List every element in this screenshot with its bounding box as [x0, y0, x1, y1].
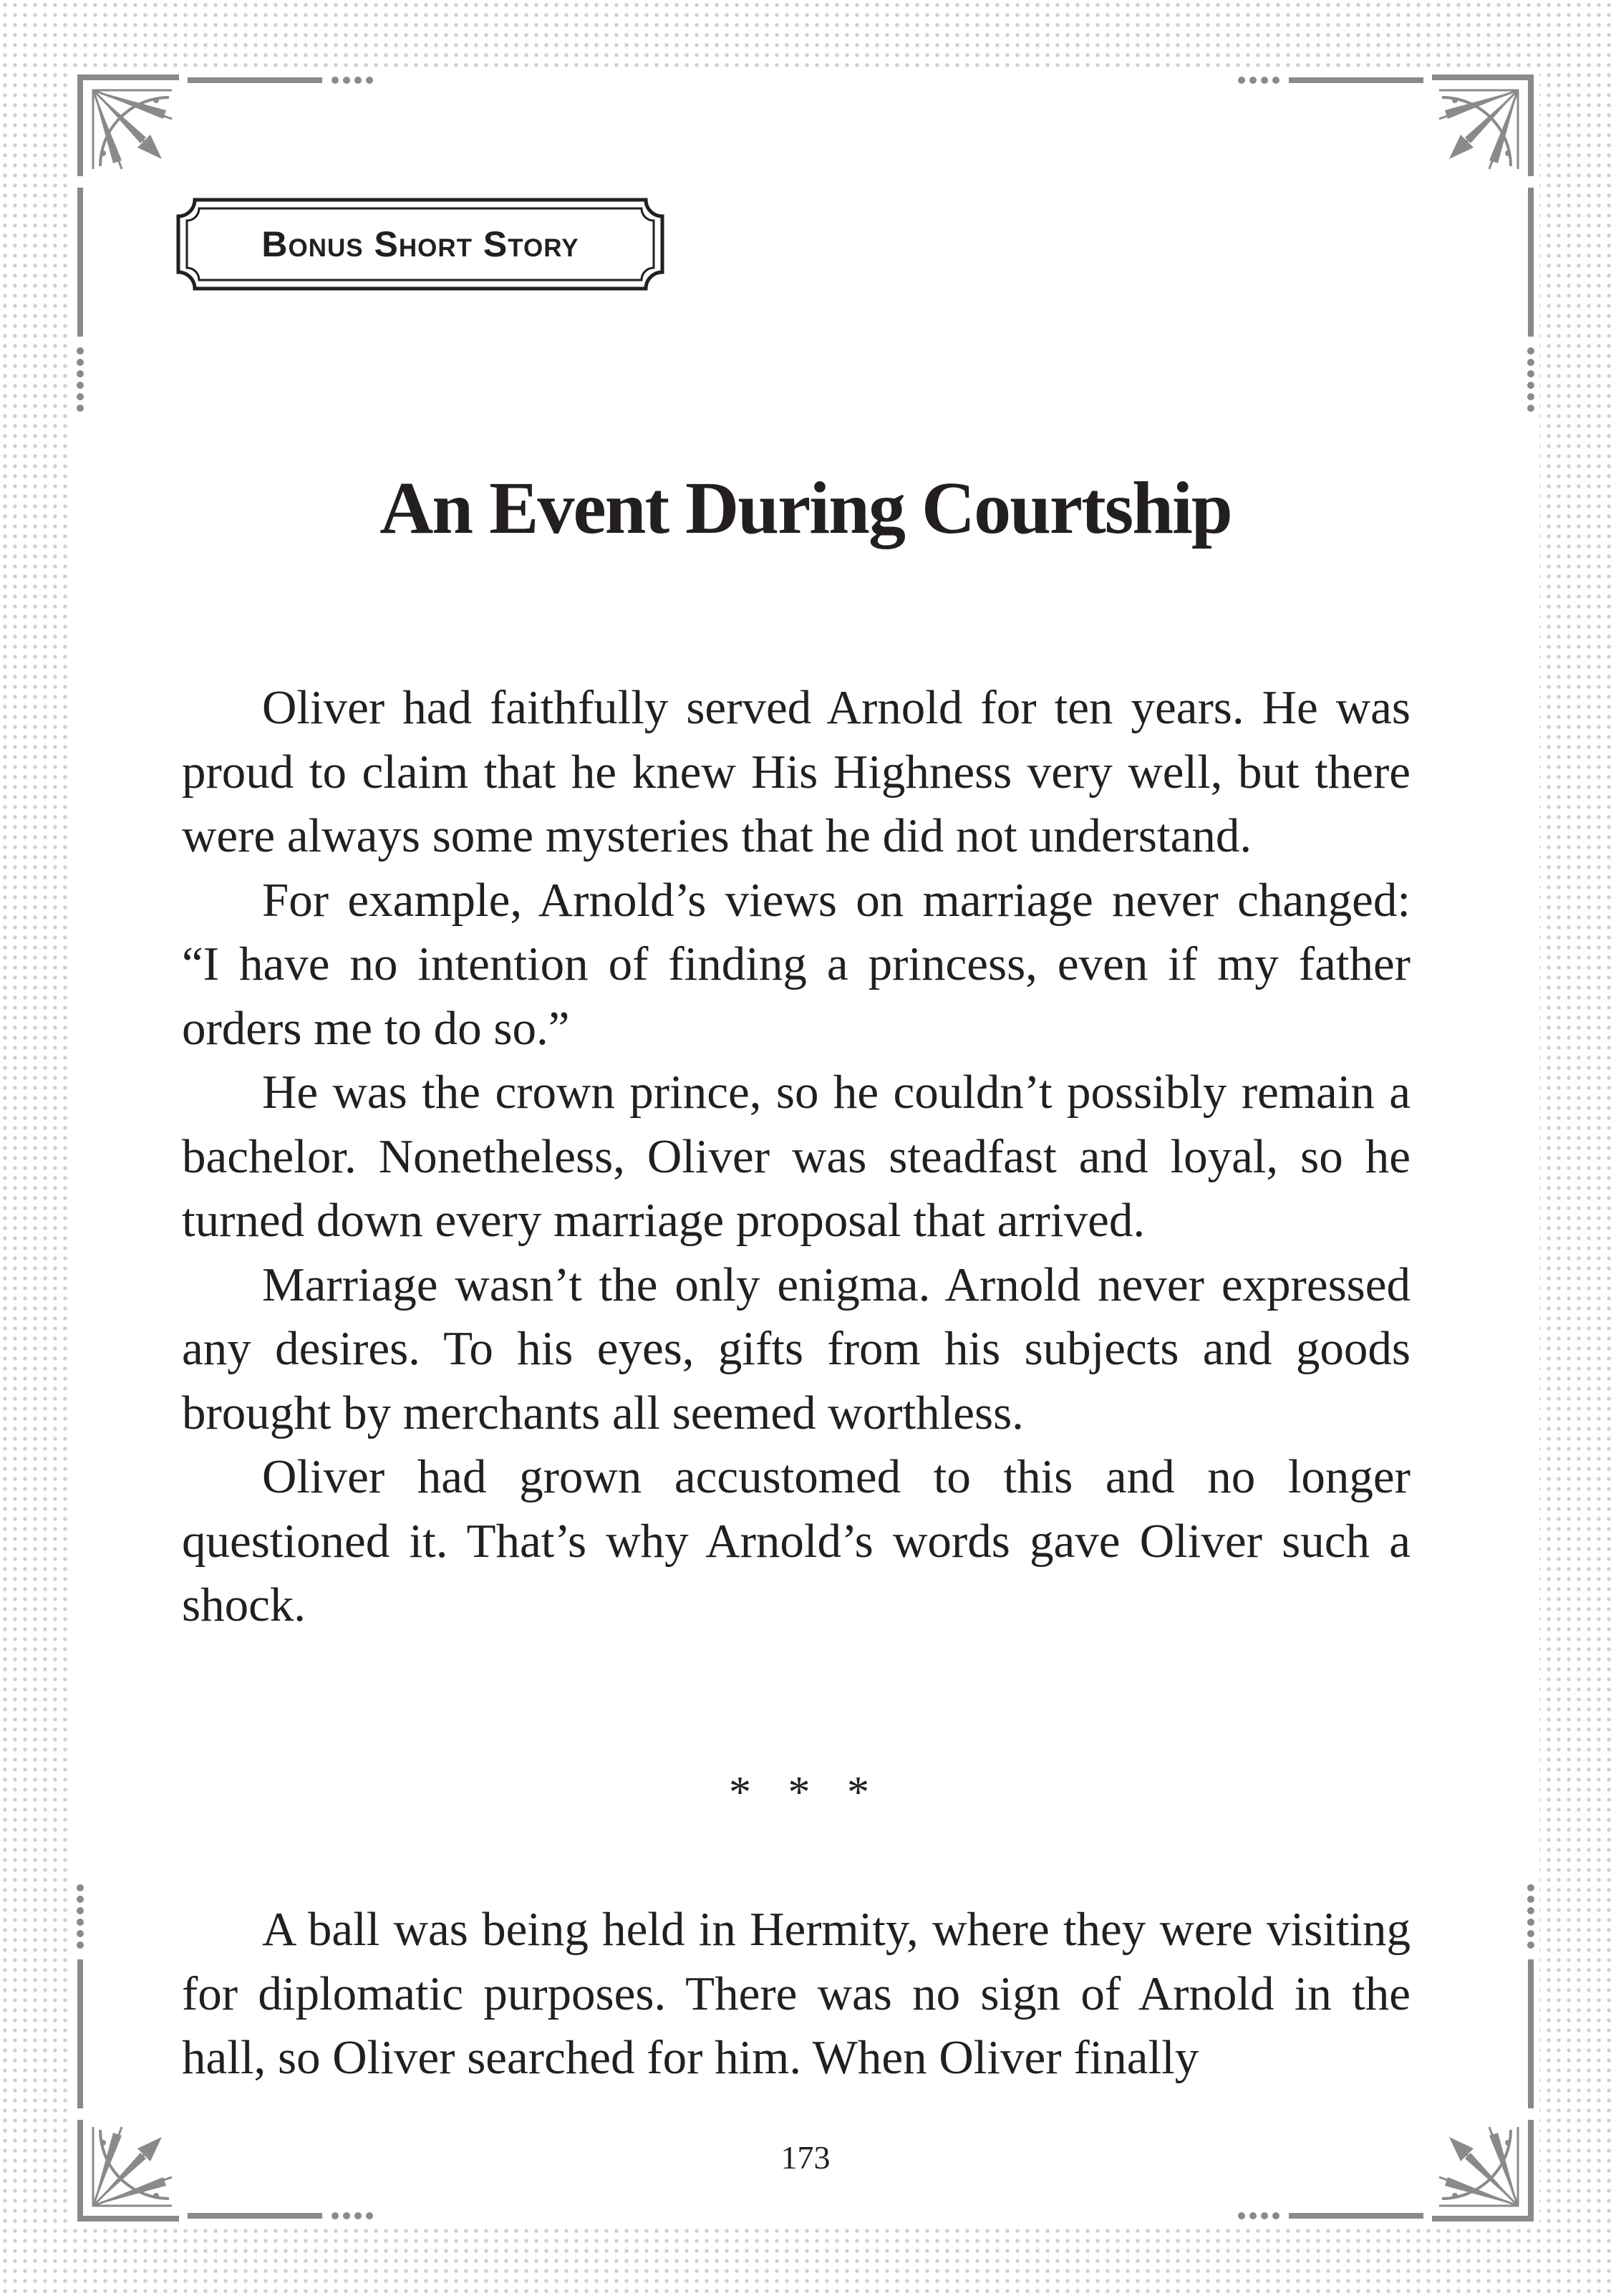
- corner-ornament-bottom-left: [72, 2120, 179, 2227]
- paragraph: He was the crown prince, so he couldn’t possibly remain a bachelor. Nonetheless, Oliver was steadfast and loyal, so he turned down every marriage proposal that arrived.: [182, 1066, 1411, 1247]
- paragraph: Oliver had faithfully served Arnold for ten years. He was proud to claim that he knew His Highness very well, but there were always some mysteries that he did not understand.: [182, 681, 1411, 862]
- chapter-title: An Event During Courtship: [379, 467, 1232, 549]
- paragraph: A ball was being held in Hermity, where they were visiting for diplomatic purposes. There was no sign of Arnold in the hall, so Oliver searched for him. When Oliver finally: [182, 1903, 1411, 2084]
- paragraph: Oliver had grown accustomed to this and no longer questioned it. That’s why Arnold’s words gave Oliver such a shock.: [182, 1450, 1411, 1631]
- story-text-before-break: [182, 676, 1411, 1638]
- corner-ornament-top-right: [1432, 69, 1539, 176]
- page-number: 173: [780, 2139, 831, 2176]
- story-text-after-break: [182, 1898, 1411, 2090]
- bonus-story-badge: [176, 198, 664, 291]
- corner-ornament-top-left: [72, 69, 179, 176]
- paragraph: Marriage wasn’t the only enigma. Arnold never expressed any desires. To his eyes, gifts from his subjects and goods brought by merchants all seemed worthless.: [182, 1258, 1411, 1439]
- badge-label: Bonus Short Story: [261, 224, 579, 264]
- scene-break: * * *: [729, 1768, 882, 1817]
- paragraph: For example, Arnold’s views on marriage never changed: “I have no intention of finding a princess, even if my father orders me to do so.”: [182, 873, 1411, 1055]
- corner-ornament-bottom-right: [1432, 2120, 1539, 2227]
